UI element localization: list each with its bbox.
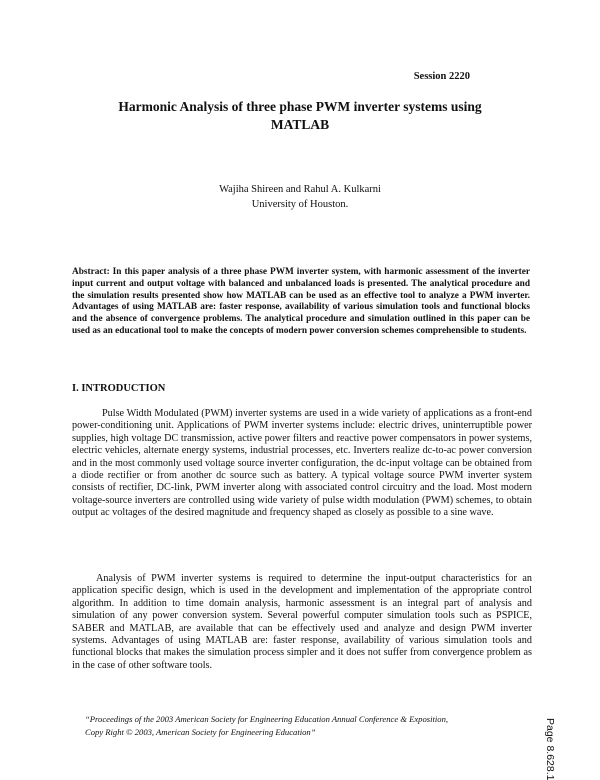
footer-line-2: Copy Right © 2003, American Society for Engineering Education” [85,726,316,737]
title-line-1: Harmonic Analysis of three phase PWM inverter systems using [118,99,482,114]
abstract: Abstract: In this paper analysis of a three phase PWM inverter system, with harmonic assessment of the inverter input current and output voltage with balanced and unbalanced loads is presented. The analytical procedure and the simulation results presented show how MATLAB can be used as an effective tool to analyze a PWM inverter. Advantages of using MATLAB are: faster response, availability of various simulation tools and functional blocks and the absence of convergence problems. The analytical procedure and simulation outlined in this paper can be used as an educational tool to make the concepts of modern power conversion schemes comprehensible to students. [72,267,530,336]
paper-title [80,98,520,134]
session-label: Session 2220 [413,71,470,82]
intro-paragraph-1: Pulse Width Modulated (PWM) inverter systems are used in a wide variety of applications as a front-end power-conditioning unit. Applications of PWM inverter systems include: electric drives, uninterruptible power supplies, high voltage DC transmission, active power filters and reactive power compensators in power systems, electric vehicles, alternate energy systems, industrial processes, etc. Inverters realize dc-to-ac power conversion and in the most commonly used voltage source inverter configuration, the dc-input voltage can be obtained from a diode rectifier or from another dc source such as battery. A typical voltage source PWM inverter system consists of rectifier, DC-link, PWM inverter along with associated control circuitry and the load. Most modern voltage-source inverters are controlled using wide variety of pulse width modulation (PWM) schemes, to obtain output ac voltages of the desired magnitude and frequency shaped as closely as possible to a sine wave. [72,408,532,519]
intro-paragraph-2: Analysis of PWM inverter systems is required to determine the input-output characteristics for an application specific design, which is used in the development and implementation of the appropriate control algorithm. In addition to time domain analysis, harmonic assessment is an integral part of analysis and simulation of any power conversion system. Several powerful computer simulation tools such as PSPICE, SABER and MATLAB, are available that can be effectively used and analyze and design PWM inverter systems. Advantages of using MATLAB are: faster response, availability of various simulation tools and functional blocks that makes the simulation process simpler and it does not suffer from convergence problem as in the case of other software tools. [72,573,532,671]
footer-line-1: “Proceedings of the 2003 American Society for Engineering Education Annual Conference & Exposition, [85,714,449,724]
page-number: Page 8.628.1 [544,718,556,780]
title-line-2: MATLAB [270,117,330,132]
author-affiliation: University of Houston. [251,199,349,210]
author-names: Wajiha Shireen and Rahul A. Kulkarni [219,184,381,195]
section-heading-introduction: I. INTRODUCTION [72,383,166,394]
proceedings-footer [85,713,525,738]
author-block [100,182,500,212]
